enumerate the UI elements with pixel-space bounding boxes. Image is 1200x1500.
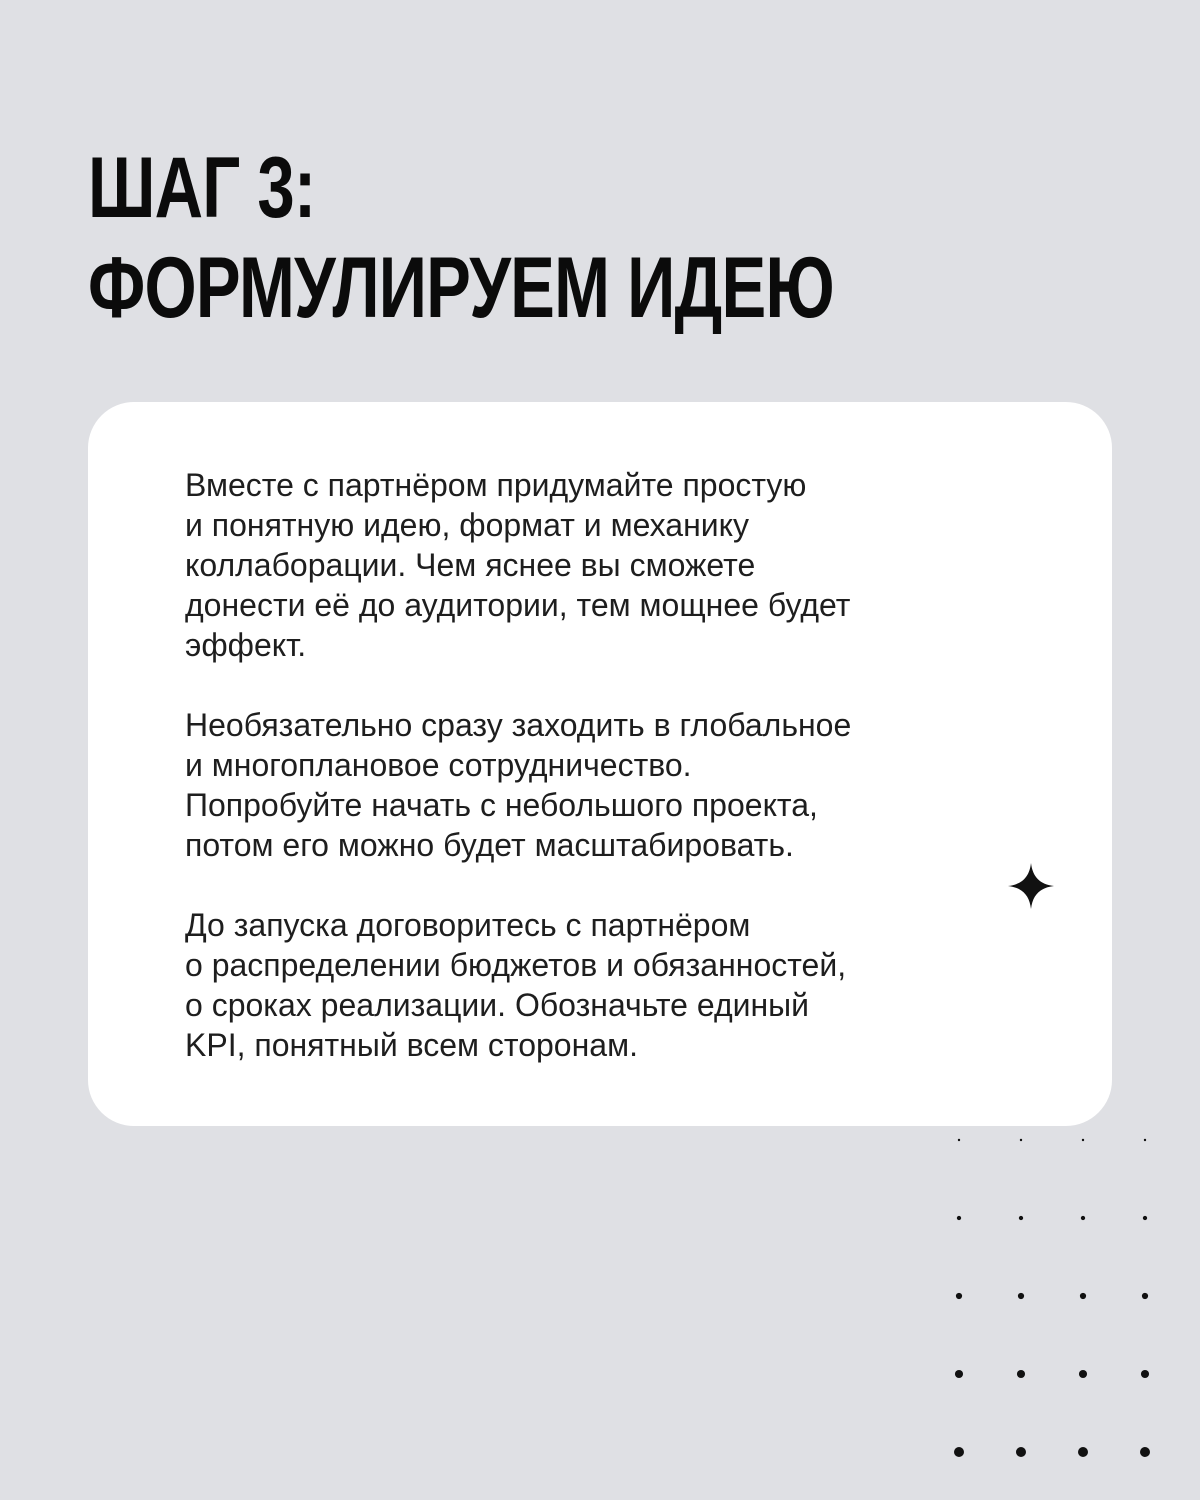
- dot: [1144, 1139, 1146, 1141]
- content-card: [88, 402, 1112, 1126]
- paragraph-line: Необязательно сразу заходить в глобальное: [185, 707, 852, 743]
- paragraph-line: коллаборации. Чем яснее вы сможете: [185, 547, 756, 583]
- paragraph-line: Вместе с партнёром придумайте простую: [185, 467, 807, 503]
- paragraph-line: потом его можно будет масштабировать.: [185, 827, 794, 863]
- paragraph-line: о сроках реализации. Обозначьте единый: [185, 987, 810, 1023]
- dot: [958, 1139, 960, 1141]
- dot: [1078, 1447, 1088, 1457]
- dot: [1080, 1293, 1086, 1299]
- paragraph-line: Попробуйте начать с небольшого проекта,: [185, 787, 818, 823]
- paragraph-line: о распределении бюджетов и обязанностей,: [185, 947, 847, 983]
- dot: [956, 1293, 962, 1299]
- paragraph-line: донести её до аудитории, тем мощнее будет: [185, 587, 851, 623]
- paragraph-agreement: [185, 905, 1065, 1065]
- dot: [955, 1370, 963, 1378]
- dot: [957, 1216, 961, 1220]
- paragraph-idea: [185, 465, 1065, 665]
- dot-grid-decoration: [950, 1130, 1160, 1470]
- dot: [1079, 1370, 1087, 1378]
- paragraph-line: До запуска договоритесь с партнёром: [185, 907, 751, 943]
- card-text: [185, 465, 1065, 1065]
- dot: [954, 1447, 964, 1457]
- paragraph-start-small: [185, 705, 1065, 865]
- sparkle-icon: [1008, 863, 1054, 909]
- dot: [1143, 1216, 1147, 1220]
- paragraph-line: и многоплановое сотрудничество.: [185, 747, 692, 783]
- dot: [1020, 1139, 1022, 1141]
- dot: [1018, 1293, 1024, 1299]
- paragraph-line: KPI, понятный всем сторонам.: [185, 1027, 638, 1063]
- dot: [1082, 1139, 1084, 1141]
- dot: [1142, 1293, 1148, 1299]
- dot: [1017, 1370, 1025, 1378]
- dot: [1019, 1216, 1023, 1220]
- page-title: [88, 138, 834, 338]
- title-line-2: ФОРМУЛИРУЕМ ИДЕЮ: [88, 240, 834, 336]
- dot: [1081, 1216, 1085, 1220]
- paragraph-line: эффект.: [185, 627, 307, 663]
- title-line-1: ШАГ 3:: [88, 140, 316, 236]
- dot: [1141, 1370, 1149, 1378]
- dot: [1140, 1447, 1150, 1457]
- dot: [1016, 1447, 1026, 1457]
- paragraph-line: и понятную идею, формат и механику: [185, 507, 749, 543]
